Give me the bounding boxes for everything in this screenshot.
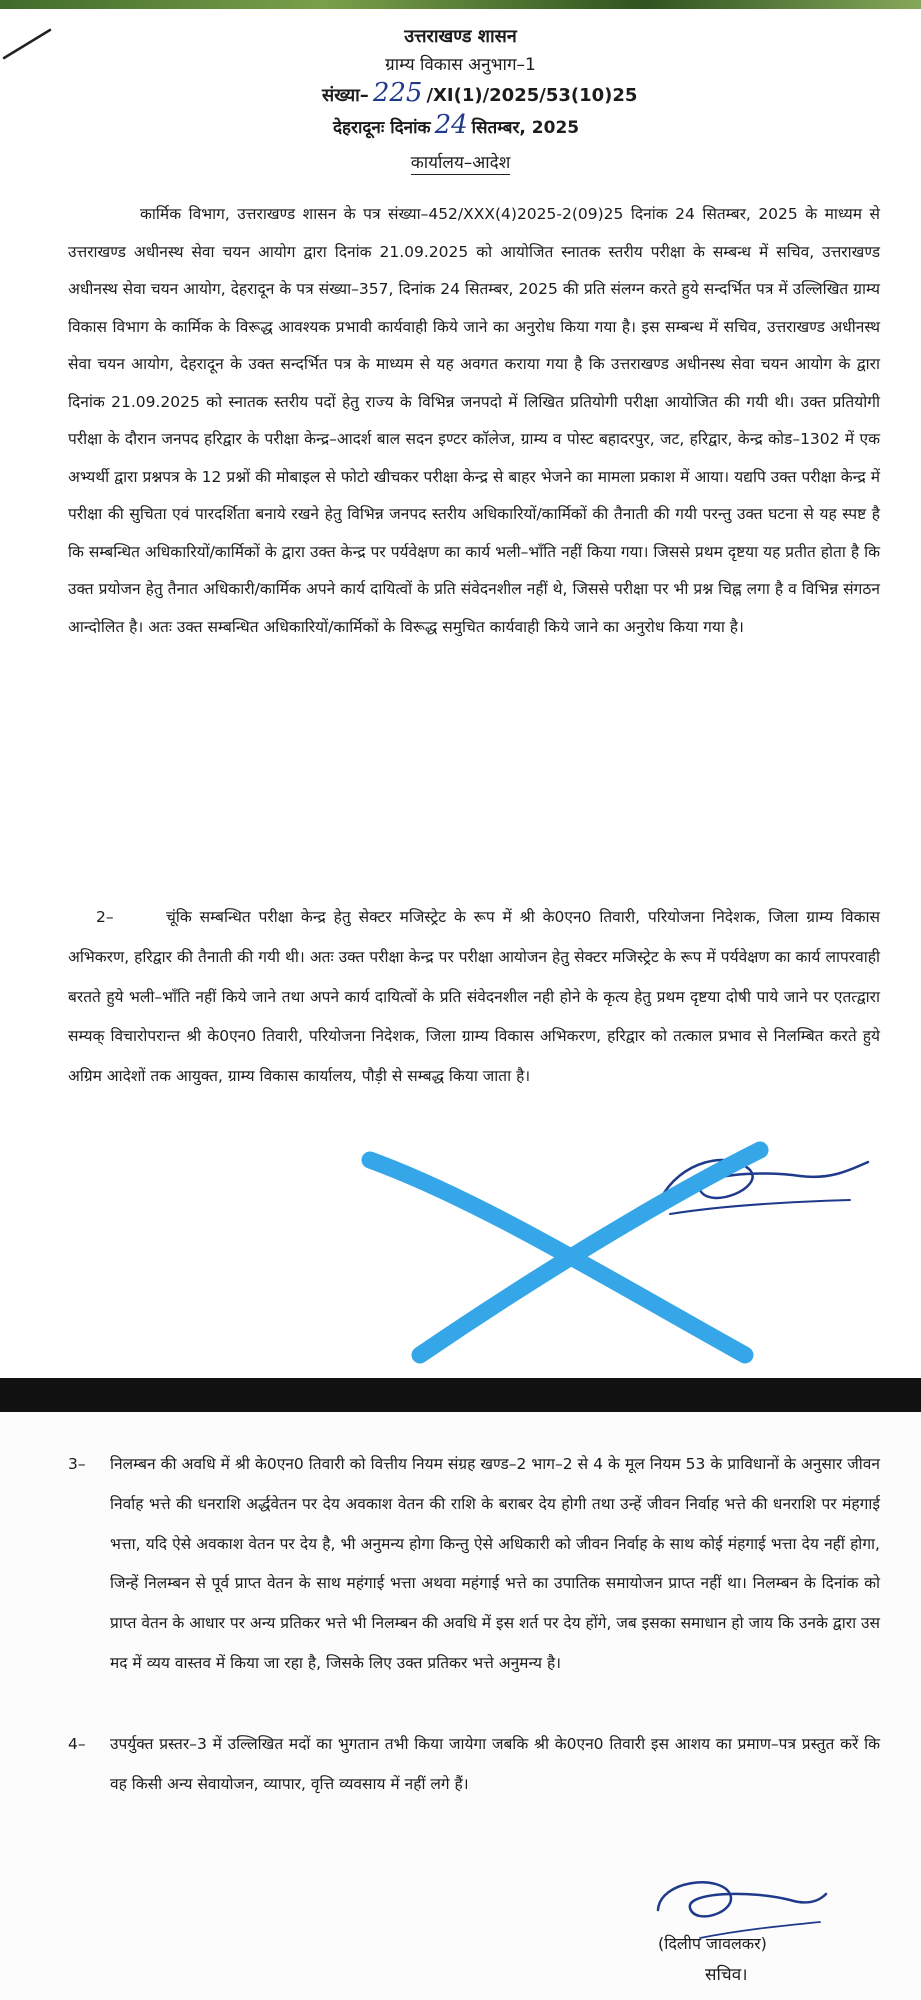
department-name: उत्तराखण्ड शासन	[404, 26, 517, 47]
reference-prefix: संख्या–	[322, 85, 369, 106]
paragraph-3	[68, 1445, 880, 1684]
date-suffix: सितम्बर, 2025	[471, 118, 580, 138]
paragraph-2-text: चूंकि सम्बन्धित परीक्षा केन्द्र हेतु सेक्टर मजिस्ट्रेट के रूप में श्री के0एन0 तिवारी, परियोजना निदेशक, जिला ग्राम्य विकास अभिकरण, हरिद्वार की तैनाती की गयी थी। अतः उक्त परीक्षा केन्द्र पर परीक्षा आयोजन हेतु सेक्टर मजिस्ट्रेट के रूप में पर्यवेक्षण का कार्य लापरवाही बरतते हुये भली–भाँति नहीं किये जाने तथा अपने कार्य दायित्वों के प्रति संवेदनशील नही होने के कृत्य हेतु प्रथम दृष्टया दोषी पाये जाने पर एतत्द्वारा सम्यक् विचारोपरान्त श्री के0एन0 तिवारी, परियोजना निदेशक, जिला ग्राम्य विकास अभिकरण, हरिद्वार को तत्काल प्रभाव से निलम्बित करते हुये अग्रिम आदेशों तक आयुक्त, ग्राम्य विकास कार्यालय, पौड़ी से सम्बद्ध किया जाता है।	[68, 908, 880, 1086]
paragraph-4	[68, 1725, 880, 1805]
paragraph-2	[68, 898, 880, 1097]
reference-suffix: /XI(1)/2025/53(10)25	[426, 85, 638, 106]
paragraph-4-number: 4–	[68, 1735, 86, 1753]
paragraph-3-text: निलम्बन की अवधि में श्री के0एन0 तिवारी को वित्तीय नियम संग्रह खण्ड–2 भाग–2 से 4 के मूल नियम 53 के प्राविधानों के अनुसार जीवन निर्वाह भत्ते की धनराशि अर्द्धवेतन पर देय अवकाश वेतन की राशि के बराबर देय होगी तथा उन्हें जीवन निर्वाह भत्ते की धनराशि पर मंहगाई भत्ता, यदि ऐसे अवकाश वेतन पर देय है, भी अनुमन्य होगा किन्तु ऐसे अधिकारी को जीवन निर्वाह के साथ कोई मंहगाई भत्ता देय नहीं होगा, जिन्हें निलम्बन से पूर्व प्राप्त वेतन के साथ महंगाई भत्ता अथवा महंगाई भत्ते का उपातिक समायोजन प्राप्त नहीं था। निलम्बन के दिनांक को प्राप्त वेतन के आधार पर अन्य प्रतिकर भत्ते भी निलम्बन की अवधि में इस शर्त पर देय होंगे, जब इसका समाधान हो जाय कि उनके द्वारा उस मद में व्यय वास्तव में किया जा रहा है, जिसके लिए उक्त प्रतिकर भत्ते अनुमन्य है।	[110, 1455, 880, 1672]
cross-mark	[360, 1130, 780, 1370]
signatory-name: (दिलीप जावलकर)	[658, 1934, 767, 1953]
signatory-designation: सचिव।	[705, 1965, 748, 1985]
paragraph-4-text: उपर्युक्त प्रस्तर–3 में उल्लिखित मदों का भुगतान तभी किया जायेगा जबकि श्री के0एन0 तिवारी इस आशय का प्रमाण–पत्र प्रस्तुत करें कि वह किसी अन्य सेवायोजन, व्यापार, वृत्ति व्यवसाय में नहीं लगे हैं।	[110, 1735, 880, 1793]
document-title: कार्यालय–आदेश	[410, 153, 511, 173]
top-photo-edge	[0, 0, 921, 9]
date-prefix: देहरादूनः दिनांक	[333, 118, 431, 138]
section-name: ग्राम्य विकास अनुभाग–1	[385, 55, 536, 75]
handwritten-date: 24	[434, 110, 468, 140]
issue-date	[333, 110, 579, 140]
reference-number	[322, 78, 637, 108]
page-divider	[0, 1378, 921, 1412]
paragraph-1: कार्मिक विभाग, उत्तराखण्ड शासन के पत्र संख्या–452/XXX(4)2025-2(09)25 दिनांक 24 सितम्बर, 2025 के माध्यम से उत्तराखण्ड अधीनस्थ सेवा चयन आयोग द्वारा दिनांक 21.09.2025 को आयोजित स्नातक स्तरीय परीक्षा के सम्बन्ध में सचिव, उत्तराखण्ड अधीनस्थ सेवा चयन आयोग, देहरादून के पत्र संख्या–357, दिनांक 24 सितम्बर, 2025 की प्रति संलग्न करते हुये सन्दर्भित पत्र में उल्लिखित ग्राम्य विकास विभाग के कार्मिक के विरूद्ध आवश्यक प्रभावी कार्यवाही किये जाने का अनुरोध किया गया है। इस सम्बन्ध में सचिव, उत्तराखण्ड अधीनस्थ सेवा चयन आयोग, देहरादून के उक्त सन्दर्भित पत्र के माध्यम से यह अवगत कराया गया है कि उत्तराखण्ड अधीनस्थ सेवा चयन आयोग के द्वारा दिनांक 21.09.2025 को स्नातक स्तरीय पदों हेतु राज्य के विभिन्न जनपदो में लिखित प्रतियोगी परीक्षा आयोजित की गयी थी। उक्त प्रतियोगी परीक्षा के दौरान जनपद हरिद्वार के परीक्षा केन्द्र–आदर्श बाल सदन इण्टर कॉलेज, ग्राम्य व पोस्ट बहादरपुर, जट, हरिद्वार, केन्द्र कोड–1302 में एक अभ्यर्थी द्वारा प्रश्नपत्र के 12 प्रश्नों की मोबाइल से फोटो खीचकर परीक्षा केन्द्र से बाहर भेजने का मामला प्रकाश में आया। यद्यपि उक्त परीक्षा केन्द्र में परीक्षा की सुचिता एवं पारदर्शिता बनाये रखने हेतु विभिन्न जनपद स्तरीय अधिकारियों/कार्मिकों की तैनाती की गयी परन्तु उक्त घटना से यह स्पष्ट है कि सम्बन्धित अधिकारियों/कार्मिकों के द्वारा उक्त केन्द्र पर पर्यवेक्षण का कार्य भली–भाँति नहीं किया गया। जिससे प्रथम दृष्टया यह प्रतीत होता है कि उक्त प्रयोजन हेतु तैनात अधिकारी/कार्मिक अपने कार्य दायित्वों के प्रति संवेदनशील नहीं थे, जिससे परीक्षा पर भी प्रश्न चिह्न लगा है व विभिन्न संगठन आन्दोलित है। अतः उक्त सम्बन्धित अधिकारियों/कार्मिकों के विरूद्ध समुचित कार्यवाही किये जाने का अनुरोध किया गया है।	[68, 205, 880, 636]
paragraph-2-number: 2–	[96, 908, 114, 926]
handwritten-reference-number: 225	[372, 78, 423, 108]
paragraph-3-number: 3–	[68, 1455, 86, 1473]
